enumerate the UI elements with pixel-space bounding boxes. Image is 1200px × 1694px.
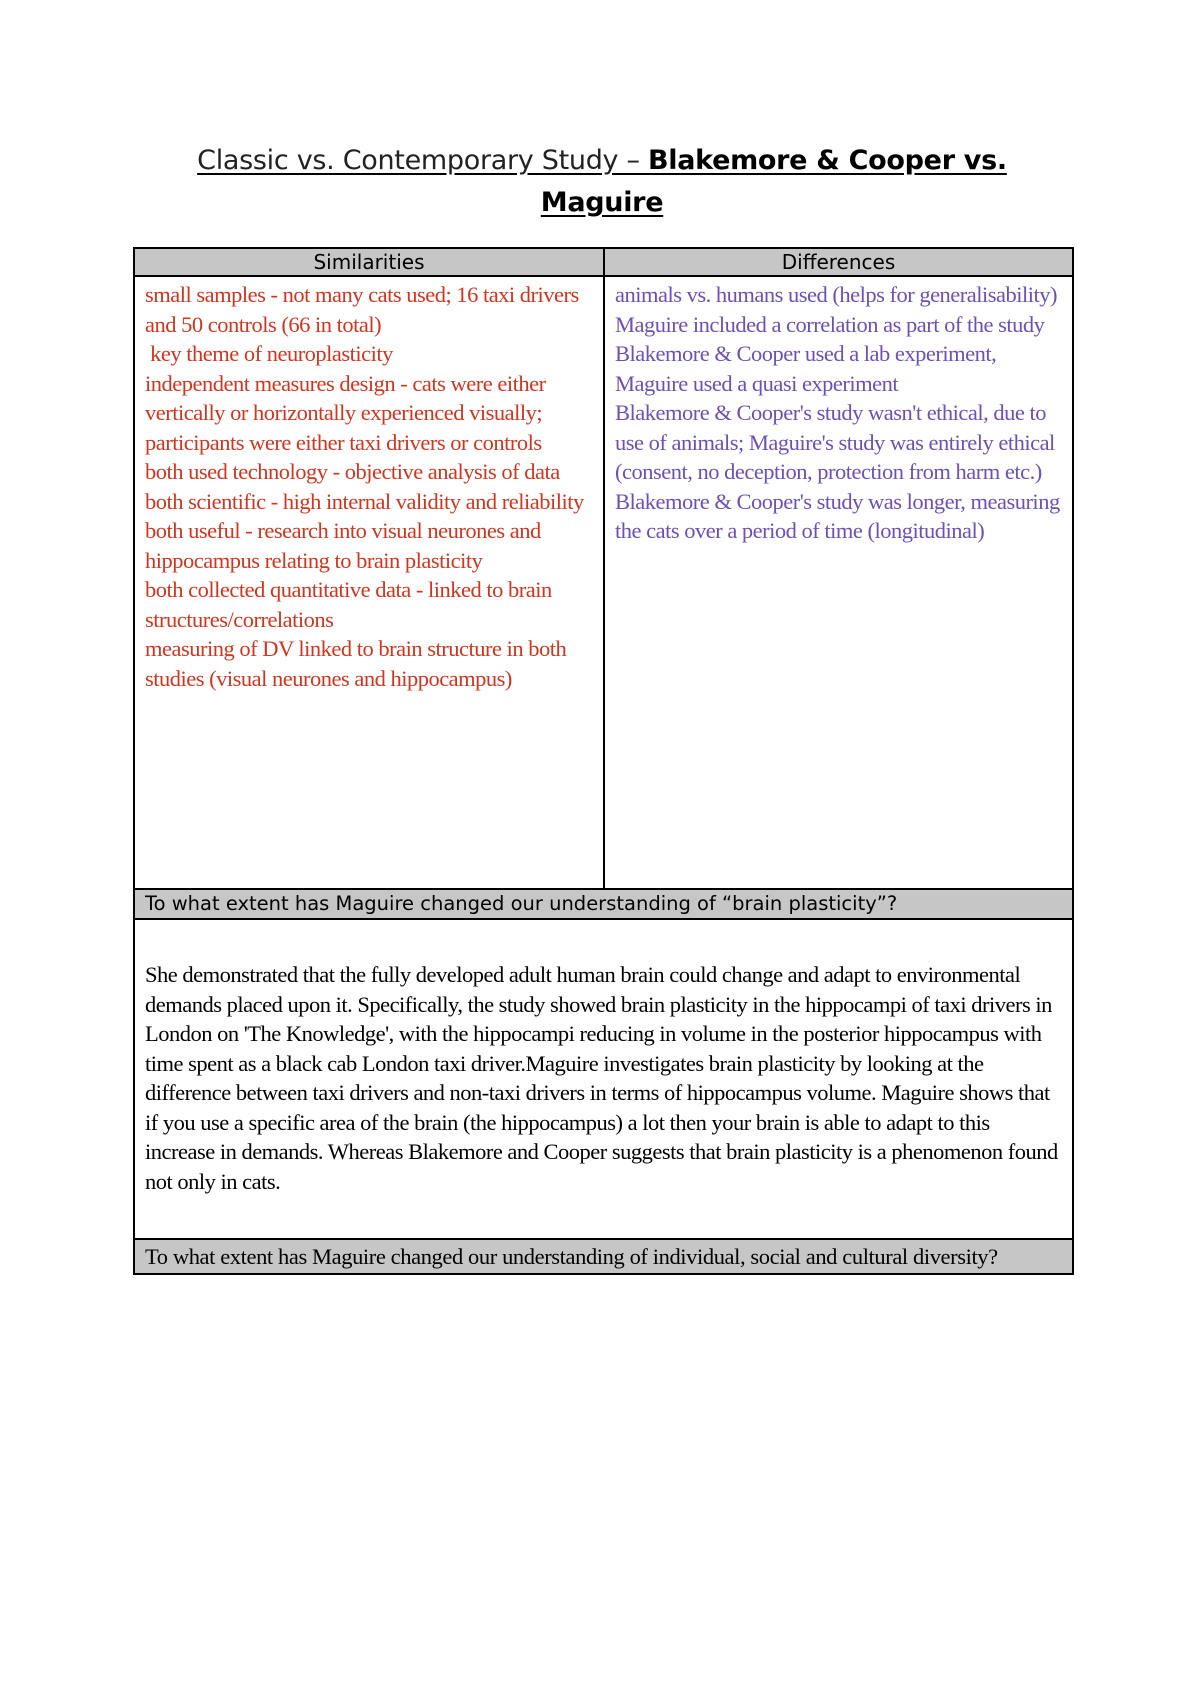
answer1-row <box>134 919 1073 1239</box>
question2-row <box>134 1239 1073 1274</box>
list-item: Blakemore & Cooper's study wasn't ethical, due to use of animals; Maguire's study was entirely ethical (consent, no deception, protection from harm etc.) <box>615 400 1055 484</box>
brain-plasticity-question: To what extent has Maguire changed our understanding of “brain plasticity”? <box>134 889 1073 919</box>
similarities-cell <box>134 276 604 889</box>
list-item: both used technology - objective analysis of data <box>145 459 560 484</box>
similarities-header: Similarities <box>134 248 604 276</box>
list-item: both useful - research into visual neurones and hippocampus relating to brain plasticity <box>145 518 541 573</box>
list-item: Blakemore & Cooper used a lab experiment, Maguire used a quasi experiment <box>615 341 997 396</box>
list-item: Blakemore & Cooper's study was longer, measuring the cats over a period of time (longitudinal) <box>615 488 1060 543</box>
differences-header: Differences <box>604 248 1073 276</box>
list-item: measuring of DV linked to brain structure in both studies (visual neurones and hippocampus) <box>145 636 567 691</box>
diversity-question: To what extent has Maguire changed our understanding of individual, social and cultural diversity? <box>134 1239 1073 1274</box>
comparison-table <box>133 247 1074 1275</box>
differences-cell <box>604 276 1073 889</box>
list-item: both collected quantitative data - linked to brain structures/correlations <box>145 577 552 632</box>
list-item: key theme of neuroplasticity <box>145 341 393 366</box>
question1-row <box>134 889 1073 919</box>
list-item: small samples - not many cats used; 16 taxi drivers and 50 controls (66 in total) <box>145 282 579 337</box>
brain-plasticity-answer: She demonstrated that the fully developed adult human brain could change and adapt to environmental demands placed upon it. Specifically, the study showed brain plasticity in the hippocampi of taxi drivers in London on 'The Knowledge', with the hippocampi reducing in volume in the posterior hippocampus with time spent as a black cab London taxi driver.Maguire investigates brain plasticity by looking at the difference between taxi drivers and non-taxi drivers in terms of hippocampus volume. Maguire shows that if you use a specific area of the brain (the hippocampus) a lot then your brain is able to adapt to this increase in demands. Whereas Blakemore and Cooper suggests that brain plasticity is a phenomenon found not only in cats. <box>145 962 1058 1194</box>
differences-list <box>615 280 1068 546</box>
brain-plasticity-answer-cell <box>134 919 1073 1239</box>
table-header-row <box>134 248 1073 276</box>
title-study-names: Blakemore & Cooper vs. Maguire <box>540 145 1007 218</box>
list-item: both scientific - high internal validity and reliability <box>145 488 584 514</box>
document-title <box>132 140 1072 224</box>
table-content-row <box>134 276 1073 889</box>
similarities-list <box>145 280 599 693</box>
list-item: independent measures design - cats were either vertically or horizontally experienced visually; participants were either taxi drivers or controls <box>145 370 546 455</box>
list-item: Maguire included a correlation as part of the study <box>615 311 1045 337</box>
title-classic-contemporary: Classic vs. Contemporary Study – <box>197 145 648 176</box>
list-item: animals vs. humans used (helps for generalisability) <box>615 282 1058 307</box>
